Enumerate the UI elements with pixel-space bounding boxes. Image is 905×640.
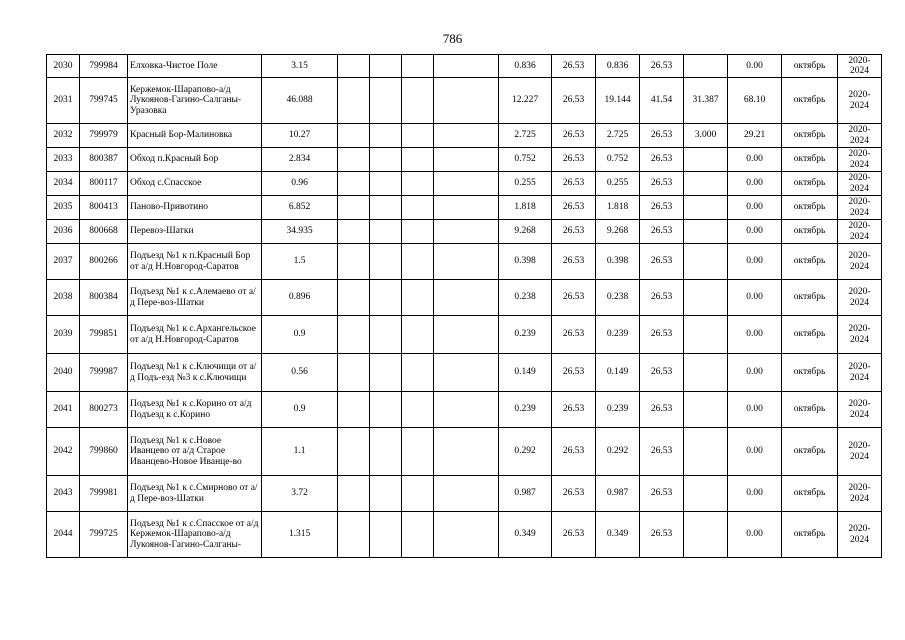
empty-cell-1 <box>338 428 370 476</box>
empty-cell-2 <box>370 172 402 196</box>
month: октябрь <box>782 476 838 512</box>
month: октябрь <box>782 78 838 124</box>
value-5 <box>684 428 728 476</box>
month: октябрь <box>782 124 838 148</box>
value-5: 31.387 <box>684 78 728 124</box>
row-number: 2040 <box>47 354 80 392</box>
empty-cell-1 <box>338 244 370 280</box>
road-name: Перевоз-Шатки <box>128 220 262 244</box>
table-row <box>47 124 882 148</box>
table-row <box>47 244 882 280</box>
period: 2020-2024 <box>838 244 882 280</box>
value-1: 0.752 <box>499 148 552 172</box>
empty-cell-2 <box>370 55 402 78</box>
road-code: 799745 <box>80 78 128 124</box>
period: 2020-2024 <box>838 428 882 476</box>
value-1: 2.725 <box>499 124 552 148</box>
table-row <box>47 316 882 354</box>
empty-cell-3 <box>402 244 434 280</box>
road-length: 6.852 <box>262 196 338 220</box>
value-5 <box>684 55 728 78</box>
value-2: 26.53 <box>552 244 596 280</box>
period: 2020-2024 <box>838 172 882 196</box>
period: 2020-2024 <box>838 148 882 172</box>
period: 2020-2024 <box>838 392 882 428</box>
value-3: 0.987 <box>596 476 640 512</box>
value-6: 0.00 <box>728 354 782 392</box>
value-6: 0.00 <box>728 55 782 78</box>
empty-cell-4 <box>434 172 499 196</box>
value-3: 0.292 <box>596 428 640 476</box>
empty-cell-3 <box>402 124 434 148</box>
road-name: Подъезд №1 к с.Архангельское от а/д Н.Новгород-Саратов <box>128 316 262 354</box>
month: октябрь <box>782 55 838 78</box>
empty-cell-3 <box>402 220 434 244</box>
road-name: Обход п.Красный Бор <box>128 148 262 172</box>
value-3: 0.349 <box>596 512 640 558</box>
road-name: Паново-Привотино <box>128 196 262 220</box>
value-5 <box>684 476 728 512</box>
value-5 <box>684 196 728 220</box>
month: октябрь <box>782 392 838 428</box>
value-6: 0.00 <box>728 512 782 558</box>
road-code: 800387 <box>80 148 128 172</box>
value-3: 1.818 <box>596 196 640 220</box>
empty-cell-3 <box>402 316 434 354</box>
value-1: 0.239 <box>499 316 552 354</box>
period: 2020-2024 <box>838 280 882 316</box>
month: октябрь <box>782 172 838 196</box>
empty-cell-1 <box>338 172 370 196</box>
road-length: 0.56 <box>262 354 338 392</box>
table-row <box>47 392 882 428</box>
empty-cell-1 <box>338 78 370 124</box>
page-number: 786 <box>442 31 463 46</box>
road-length: 1.315 <box>262 512 338 558</box>
value-3: 0.149 <box>596 354 640 392</box>
table-row <box>47 512 882 558</box>
empty-cell-3 <box>402 148 434 172</box>
value-2: 26.53 <box>552 124 596 148</box>
value-3: 0.239 <box>596 392 640 428</box>
table-row <box>47 148 882 172</box>
table-row <box>47 354 882 392</box>
road-code: 800384 <box>80 280 128 316</box>
empty-cell-3 <box>402 172 434 196</box>
row-number: 2032 <box>47 124 80 148</box>
value-5 <box>684 392 728 428</box>
value-4: 26.53 <box>640 244 684 280</box>
value-2: 26.53 <box>552 220 596 244</box>
empty-cell-1 <box>338 476 370 512</box>
road-length: 0.9 <box>262 392 338 428</box>
row-number: 2036 <box>47 220 80 244</box>
value-1: 0.239 <box>499 392 552 428</box>
value-1: 1.818 <box>499 196 552 220</box>
empty-cell-3 <box>402 354 434 392</box>
value-5 <box>684 220 728 244</box>
empty-cell-2 <box>370 428 402 476</box>
empty-cell-3 <box>402 280 434 316</box>
value-3: 0.836 <box>596 55 640 78</box>
value-4: 26.53 <box>640 55 684 78</box>
value-4: 26.53 <box>640 196 684 220</box>
value-5 <box>684 148 728 172</box>
period: 2020-2024 <box>838 55 882 78</box>
value-6: 0.00 <box>728 280 782 316</box>
value-2: 26.53 <box>552 354 596 392</box>
road-length: 46.088 <box>262 78 338 124</box>
road-code: 799987 <box>80 354 128 392</box>
road-code: 800117 <box>80 172 128 196</box>
row-number: 2031 <box>47 78 80 124</box>
empty-cell-4 <box>434 78 499 124</box>
period: 2020-2024 <box>838 512 882 558</box>
value-3: 0.752 <box>596 148 640 172</box>
road-code: 799851 <box>80 316 128 354</box>
value-4: 26.53 <box>640 428 684 476</box>
value-6: 0.00 <box>728 196 782 220</box>
value-5 <box>684 354 728 392</box>
row-number: 2044 <box>47 512 80 558</box>
road-length: 3.72 <box>262 476 338 512</box>
empty-cell-4 <box>434 220 499 244</box>
value-2: 26.53 <box>552 280 596 316</box>
empty-cell-2 <box>370 78 402 124</box>
period: 2020-2024 <box>838 220 882 244</box>
value-3: 2.725 <box>596 124 640 148</box>
period: 2020-2024 <box>838 316 882 354</box>
road-code: 800413 <box>80 196 128 220</box>
value-2: 26.53 <box>552 428 596 476</box>
empty-cell-3 <box>402 196 434 220</box>
value-2: 26.53 <box>552 316 596 354</box>
value-4: 26.53 <box>640 476 684 512</box>
value-4: 26.53 <box>640 512 684 558</box>
road-length: 2.834 <box>262 148 338 172</box>
table-row <box>47 280 882 316</box>
road-code: 799860 <box>80 428 128 476</box>
empty-cell-2 <box>370 512 402 558</box>
table-row <box>47 172 882 196</box>
empty-cell-4 <box>434 512 499 558</box>
month: октябрь <box>782 148 838 172</box>
value-2: 26.53 <box>552 55 596 78</box>
table-row <box>47 55 882 78</box>
row-number: 2042 <box>47 428 80 476</box>
value-2: 26.53 <box>552 196 596 220</box>
value-2: 26.53 <box>552 148 596 172</box>
value-1: 0.836 <box>499 55 552 78</box>
empty-cell-1 <box>338 55 370 78</box>
value-4: 26.53 <box>640 280 684 316</box>
value-4: 26.53 <box>640 354 684 392</box>
value-4: 26.53 <box>640 124 684 148</box>
value-1: 0.255 <box>499 172 552 196</box>
road-name: Обход с.Спасское <box>128 172 262 196</box>
value-4: 41.54 <box>640 78 684 124</box>
value-3: 0.238 <box>596 280 640 316</box>
empty-cell-1 <box>338 392 370 428</box>
empty-cell-4 <box>434 124 499 148</box>
value-6: 0.00 <box>728 476 782 512</box>
empty-cell-2 <box>370 316 402 354</box>
value-1: 0.987 <box>499 476 552 512</box>
road-length: 0.96 <box>262 172 338 196</box>
value-6: 0.00 <box>728 244 782 280</box>
value-6: 0.00 <box>728 428 782 476</box>
value-5 <box>684 280 728 316</box>
value-3: 19.144 <box>596 78 640 124</box>
empty-cell-4 <box>434 148 499 172</box>
value-1: 0.149 <box>499 354 552 392</box>
period: 2020-2024 <box>838 196 882 220</box>
value-1: 12.227 <box>499 78 552 124</box>
empty-cell-3 <box>402 55 434 78</box>
value-6: 68.10 <box>728 78 782 124</box>
value-1: 0.238 <box>499 280 552 316</box>
empty-cell-1 <box>338 280 370 316</box>
road-name: Подъезд №1 к с.Корино от а/д Подъезд к с.Корино <box>128 392 262 428</box>
value-5 <box>684 512 728 558</box>
empty-cell-1 <box>338 124 370 148</box>
road-code: 799725 <box>80 512 128 558</box>
table-row <box>47 220 882 244</box>
row-number: 2035 <box>47 196 80 220</box>
road-length: 34.935 <box>262 220 338 244</box>
empty-cell-4 <box>434 392 499 428</box>
row-number: 2039 <box>47 316 80 354</box>
road-length: 1.5 <box>262 244 338 280</box>
road-code: 800266 <box>80 244 128 280</box>
road-name: Подъезд №1 к с.Новое Иванцево от а/д Старое Иванцево-Новое Иванце-во <box>128 428 262 476</box>
month: октябрь <box>782 196 838 220</box>
month: октябрь <box>782 354 838 392</box>
value-3: 0.239 <box>596 316 640 354</box>
empty-cell-1 <box>338 512 370 558</box>
empty-cell-1 <box>338 354 370 392</box>
road-name: Красный Бор-Малиновка <box>128 124 262 148</box>
empty-cell-4 <box>434 316 499 354</box>
row-number: 2030 <box>47 55 80 78</box>
empty-cell-3 <box>402 512 434 558</box>
road-code: 800273 <box>80 392 128 428</box>
road-name: Подъезд №1 к с.Спасское от а/д Кержемок-Шарапово-а/д Лукоянов-Гагино-Салганы- <box>128 512 262 558</box>
road-code: 799981 <box>80 476 128 512</box>
road-name: Подъезд №1 к с.Ключищи от а/д Подъ-езд №3 к с.Ключищи <box>128 354 262 392</box>
value-5 <box>684 244 728 280</box>
road-length: 0.896 <box>262 280 338 316</box>
empty-cell-4 <box>434 476 499 512</box>
road-name: Елховка-Чистое Поле <box>128 55 262 78</box>
month: октябрь <box>782 428 838 476</box>
month: октябрь <box>782 512 838 558</box>
value-2: 26.53 <box>552 476 596 512</box>
road-code: 799979 <box>80 124 128 148</box>
period: 2020-2024 <box>838 354 882 392</box>
value-4: 26.53 <box>640 148 684 172</box>
empty-cell-1 <box>338 220 370 244</box>
period: 2020-2024 <box>838 78 882 124</box>
road-length: 10.27 <box>262 124 338 148</box>
empty-cell-2 <box>370 244 402 280</box>
empty-cell-4 <box>434 55 499 78</box>
empty-cell-2 <box>370 124 402 148</box>
value-4: 26.53 <box>640 392 684 428</box>
empty-cell-2 <box>370 220 402 244</box>
month: октябрь <box>782 244 838 280</box>
empty-cell-1 <box>338 148 370 172</box>
value-6: 0.00 <box>728 392 782 428</box>
empty-cell-3 <box>402 392 434 428</box>
road-code: 799984 <box>80 55 128 78</box>
empty-cell-4 <box>434 244 499 280</box>
table-row <box>47 476 882 512</box>
value-3: 0.398 <box>596 244 640 280</box>
value-2: 26.53 <box>552 392 596 428</box>
value-2: 26.53 <box>552 172 596 196</box>
table-row <box>47 428 882 476</box>
value-2: 26.53 <box>552 512 596 558</box>
empty-cell-3 <box>402 78 434 124</box>
empty-cell-3 <box>402 476 434 512</box>
value-2: 26.53 <box>552 78 596 124</box>
value-6: 0.00 <box>728 172 782 196</box>
value-5 <box>684 172 728 196</box>
empty-cell-4 <box>434 280 499 316</box>
value-3: 9.268 <box>596 220 640 244</box>
empty-cell-2 <box>370 280 402 316</box>
empty-cell-4 <box>434 354 499 392</box>
period: 2020-2024 <box>838 124 882 148</box>
value-4: 26.53 <box>640 172 684 196</box>
row-number: 2041 <box>47 392 80 428</box>
empty-cell-1 <box>338 316 370 354</box>
value-1: 0.292 <box>499 428 552 476</box>
road-name: Подъезд №1 к с.Смирново от а/д Пере-воз-Шатки <box>128 476 262 512</box>
table-row <box>47 196 882 220</box>
value-4: 26.53 <box>640 220 684 244</box>
row-number: 2038 <box>47 280 80 316</box>
row-number: 2037 <box>47 244 80 280</box>
value-6: 0.00 <box>728 148 782 172</box>
empty-cell-2 <box>370 476 402 512</box>
empty-cell-2 <box>370 196 402 220</box>
value-1: 0.349 <box>499 512 552 558</box>
value-6: 0.00 <box>728 220 782 244</box>
row-number: 2043 <box>47 476 80 512</box>
value-4: 26.53 <box>640 316 684 354</box>
table-row <box>47 78 882 124</box>
month: октябрь <box>782 220 838 244</box>
empty-cell-2 <box>370 392 402 428</box>
road-name: Подъезд №1 к с.Алемаево от а/д Пере-воз-Шатки <box>128 280 262 316</box>
period: 2020-2024 <box>838 476 882 512</box>
month: октябрь <box>782 280 838 316</box>
row-number: 2033 <box>47 148 80 172</box>
value-5: 3.000 <box>684 124 728 148</box>
value-1: 9.268 <box>499 220 552 244</box>
road-register-table <box>46 54 882 558</box>
row-number: 2034 <box>47 172 80 196</box>
empty-cell-2 <box>370 354 402 392</box>
road-code: 800668 <box>80 220 128 244</box>
road-name: Подъезд №1 к п.Красный Бор от а/д Н.Новгород-Саратов <box>128 244 262 280</box>
value-6: 29.21 <box>728 124 782 148</box>
empty-cell-4 <box>434 196 499 220</box>
road-length: 1.1 <box>262 428 338 476</box>
road-name: Кержемок-Шарапово-а/д Лукоянов-Гагино-Салганы-Уразовка <box>128 78 262 124</box>
month: октябрь <box>782 316 838 354</box>
road-length: 0.9 <box>262 316 338 354</box>
value-6: 0.00 <box>728 316 782 354</box>
empty-cell-1 <box>338 196 370 220</box>
empty-cell-2 <box>370 148 402 172</box>
value-5 <box>684 316 728 354</box>
empty-cell-4 <box>434 428 499 476</box>
value-3: 0.255 <box>596 172 640 196</box>
value-1: 0.398 <box>499 244 552 280</box>
road-length: 3.15 <box>262 55 338 78</box>
empty-cell-3 <box>402 428 434 476</box>
